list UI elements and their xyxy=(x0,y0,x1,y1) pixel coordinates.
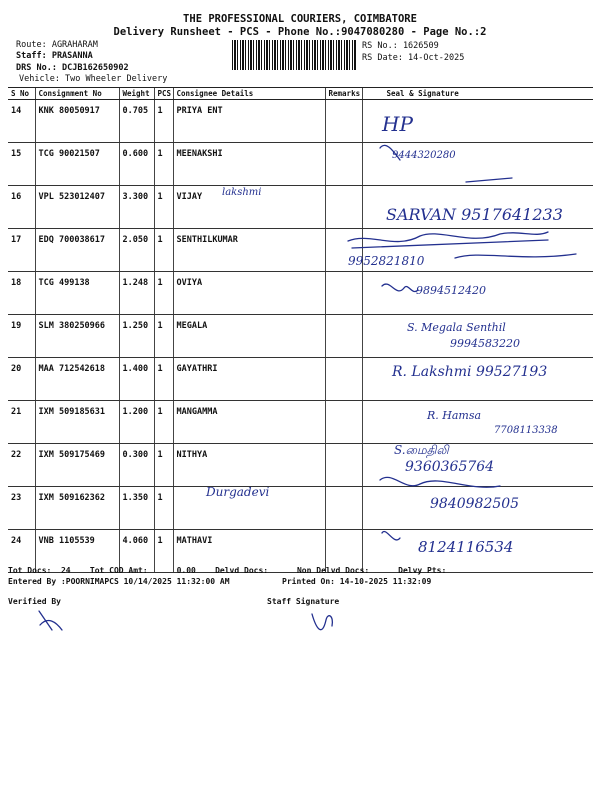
staff-signature-label: Staff Signature xyxy=(267,597,340,606)
col-remarks: Remarks xyxy=(325,88,362,100)
cell-pcs: 1 xyxy=(154,315,173,358)
col-consignment: Consignment No xyxy=(35,88,119,100)
cell-sno: 22 xyxy=(8,444,35,487)
cell-weight: 3.300 xyxy=(119,186,154,229)
entered-by: Entered By :POORNIMAPCS 10/14/2025 11:32:00 AM xyxy=(8,577,230,586)
cell-consignment: EDQ 700038617 xyxy=(35,229,119,272)
cell-weight: 2.050 xyxy=(119,229,154,272)
cell-consignment: IXM 509162362 xyxy=(35,487,119,530)
cell-sno: 15 xyxy=(8,143,35,186)
cell-consignment: VPL 523012407 xyxy=(35,186,119,229)
cell-consignment: VNB 1105539 xyxy=(35,530,119,573)
cell-consignee: OVIYA xyxy=(173,272,325,315)
cell-pcs: 1 xyxy=(154,401,173,444)
cell-consignee: MANGAMMA xyxy=(173,401,325,444)
runsheet-subtitle: Delivery Runsheet - PCS - Phone No.:9047080280 - Page No.:2 xyxy=(113,26,487,38)
vehicle: Vehicle: Two Wheeler Delivery xyxy=(19,74,168,84)
signature-row-14: HP xyxy=(382,112,413,136)
cell-sno: 17 xyxy=(8,229,35,272)
signature-row-23: 9840982505 xyxy=(430,496,520,512)
printed-on: Printed On: 14-10-2025 11:32:09 xyxy=(282,577,432,586)
signature-row-21-name: R. Hamsa xyxy=(427,409,482,422)
staff: Staff: PRASANNA xyxy=(16,51,93,61)
route: Route: AGRAHARAM xyxy=(16,40,98,50)
col-sno: S No xyxy=(8,88,35,100)
cell-weight: 1.350 xyxy=(119,487,154,530)
signature-row-16: SARVAN 9517641233 xyxy=(386,205,563,224)
totals-line: Tot Docs: 24 Tot COD Amt: 0.00 Delvd Docs: Non Delvd Docs: Delvy Pts: xyxy=(8,566,447,575)
col-weight: Weight xyxy=(119,88,154,100)
signature-row-21-phone: 7708113338 xyxy=(494,425,558,436)
cell-sno: 16 xyxy=(8,186,35,229)
cell-consignment: MAA 712542618 xyxy=(35,358,119,401)
cell-pcs: 1 xyxy=(154,186,173,229)
col-pcs: PCS xyxy=(154,88,173,100)
cell-consignment: IXM 509185631 xyxy=(35,401,119,444)
cell-consignee: NITHYA xyxy=(173,444,325,487)
cell-consignment: TCG 90021507 xyxy=(35,143,119,186)
company-title: THE PROFESSIONAL COURIERS, COIMBATORE xyxy=(183,13,417,25)
cell-pcs: 1 xyxy=(154,100,173,143)
cell-sno: 20 xyxy=(8,358,35,401)
cell-sno: 14 xyxy=(8,100,35,143)
cell-sno: 23 xyxy=(8,487,35,530)
cell-pcs: 1 xyxy=(154,143,173,186)
cell-consignment: IXM 509175469 xyxy=(35,444,119,487)
cell-pcs: 1 xyxy=(154,358,173,401)
cell-weight: 4.060 xyxy=(119,530,154,573)
cell-sno: 24 xyxy=(8,530,35,573)
col-signature: Seal & Signature xyxy=(362,88,593,100)
cell-weight: 0.705 xyxy=(119,100,154,143)
cell-weight: 1.200 xyxy=(119,401,154,444)
cell-pcs: 1 xyxy=(154,487,173,530)
signature-row-19-name: S. Megala Senthil xyxy=(407,321,506,334)
cell-sno: 21 xyxy=(8,401,35,444)
cell-consignee: SENTHILKUMAR xyxy=(173,229,325,272)
cell-weight: 0.300 xyxy=(119,444,154,487)
rs-number: RS No.: 1626509 xyxy=(362,41,439,51)
cell-consignment: KNK 80050917 xyxy=(35,100,119,143)
signature-row-22-name: S.மைதிலி xyxy=(394,443,449,457)
handwritten-name-row-23: Durgadevi xyxy=(206,485,270,499)
cell-weight: 1.250 xyxy=(119,315,154,358)
cell-weight: 1.400 xyxy=(119,358,154,401)
verified-by-label: Verified By xyxy=(8,597,61,606)
cell-weight: 0.600 xyxy=(119,143,154,186)
col-consignee: Consignee Details xyxy=(173,88,325,100)
signature-row-17: 9952821810 xyxy=(348,254,425,268)
cell-consignee: MEENAKSHI xyxy=(173,143,325,186)
signature-row-20: R. Lakshmi 99527193 xyxy=(392,364,548,380)
cell-pcs: 1 xyxy=(154,272,173,315)
signature-row-24: 8124116534 xyxy=(418,538,514,556)
handwritten-name-row-16: lakshmi xyxy=(222,187,262,198)
rs-date: RS Date: 14-Oct-2025 xyxy=(362,53,465,63)
signature-row-22-phone: 9360365764 xyxy=(405,459,495,475)
cell-pcs: 1 xyxy=(154,444,173,487)
signature-row-18: 9894512420 xyxy=(416,284,486,297)
cell-consignee: PRIYA ENT xyxy=(173,100,325,143)
cell-consignee: MATHAVI xyxy=(173,530,325,573)
cell-consignee: MEGALA xyxy=(173,315,325,358)
signature-row-15: 9444320280 xyxy=(392,150,456,161)
cell-sno: 18 xyxy=(8,272,35,315)
cell-consignment: SLM 380250966 xyxy=(35,315,119,358)
drs-number: DRS No.: DCJB162650902 xyxy=(16,63,129,73)
cell-pcs: 1 xyxy=(154,229,173,272)
cell-consignee: GAYATHRI xyxy=(173,358,325,401)
cell-weight: 1.248 xyxy=(119,272,154,315)
signature-row-19-phone: 9994583220 xyxy=(450,337,520,350)
cell-consignment: TCG 499138 xyxy=(35,272,119,315)
cell-pcs: 1 xyxy=(154,530,173,573)
cell-sno: 19 xyxy=(8,315,35,358)
cell-consignee: VIJAY xyxy=(173,186,325,229)
